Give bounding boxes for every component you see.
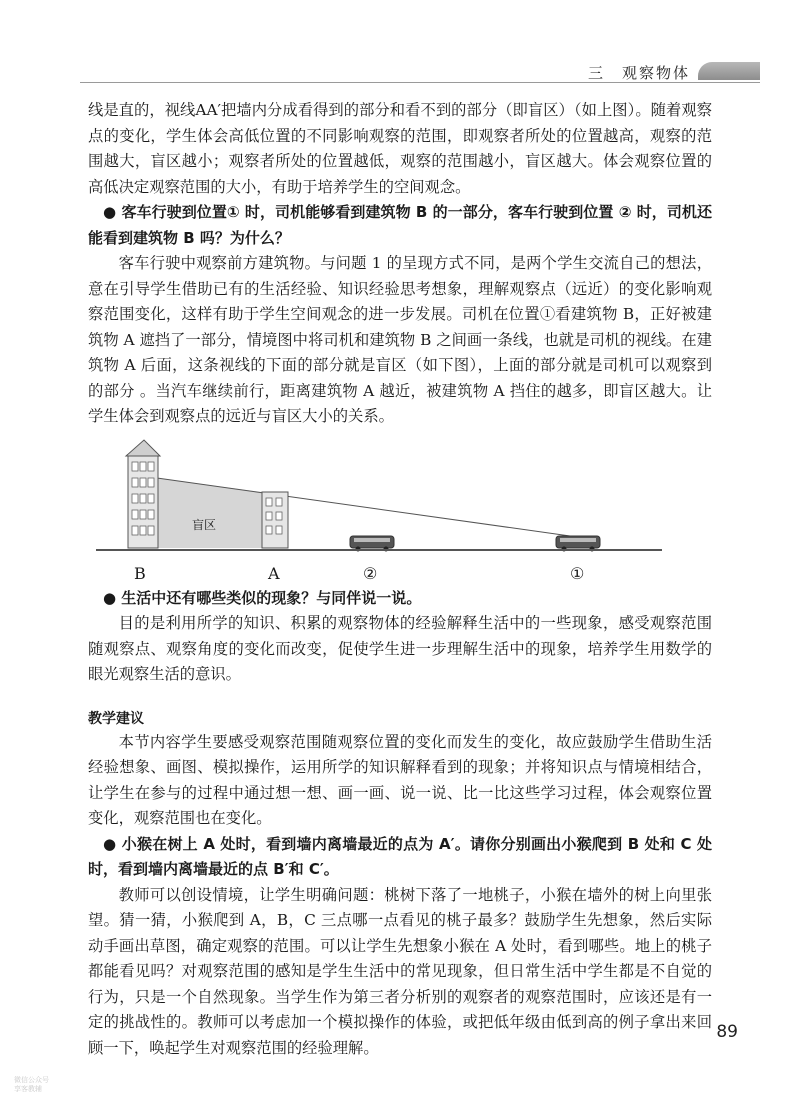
- building-b: [126, 440, 160, 548]
- label-building-a: A: [268, 563, 280, 583]
- blind-zone-diagram: [82, 436, 706, 586]
- header-rule: [80, 82, 760, 83]
- paragraph-intro: 线是直的，视线AA′把墙内分成看得到的部分和看不到的部分（即盲区）（如上图）。随着观察点的变化，学生体会高低位置的不同影响观察的范围，即观察者所处的位置越高，观察的范围越大，盲区越小；观察者所处的位置越低，观察的范围越小，盲区越大。体会观察位置的高低决定观察范围的大小，有助于培养学生的空间观念。: [88, 101, 712, 196]
- blind-zone-label: 盲区: [192, 517, 217, 532]
- paragraph-bus-explanation: 客车行驶中观察前方建筑物。与问题 1 的呈现方式不同，是两个学生交流自己的想法，意在引导学生借助已有的生活经验、知识经验思考想象，理解观察点（远近）的变化影响观察范围变化，这样有助于学生空间观念的进一步发展。司机在位置①看建筑物 B，正好被建筑物 A 遮挡了一部分，情境图中将司机和建筑物 B 之间画一条线，也就是司机的视线。在建筑物 A 后面，这条视线的下面的部分就是盲区（如下图），上面的部分就是司机可以观察到的部分 。当汽车继续前行，距离建筑物 A 越近，被建筑物 A 挡住的越多，即盲区越大。让学生体会到观察点的远近与盲区大小的关系。: [88, 254, 712, 425]
- section-heading-teaching-suggestions: 教学建议: [88, 710, 144, 727]
- question-similar-phenomena: ● 生活中还有哪些类似的现象？与同伴说一说。: [103, 588, 422, 607]
- label-building-b: B: [134, 563, 146, 583]
- paragraph-monkey-explanation: 教师可以创设情境，让学生明确问题：桃树下落了一地桃子，小猴在墙外的树上向里张望。猜一猜，小猴爬到 A，B，C 三点哪一点看见的桃子最多？鼓励学生先想象，然后实际动手画出草图，确定观察的范围。可以让学生先想象小猴在 A 处时，看到哪些。地上的桃子都能看见吗？对观察范围的感知是学生生活中的常见现象，但日常生活中学生都是不自觉的行为，只是一个自然现象。当学生作为第三者分析别的观察者的观察范围时，应该还是有一定的挑战性的。教师可以考虑加一个模拟操作的体验，或把低年级由低到高的例子拿出来回顾一下，唤起学生对观察范围的经验理解。: [88, 885, 712, 1057]
- label-position-2: ②: [363, 563, 378, 583]
- watermark: 微信公众号 享客教辅: [14, 1076, 49, 1093]
- page-content: [88, 98, 712, 1061]
- question-bus: ● 客车行驶到位置① 时，司机能够看到建筑物 B 的一部分，客车行驶到位置 ② 时，司机还能看到建筑物 B 吗？为什么？: [88, 203, 712, 247]
- page-header: [0, 56, 800, 90]
- blind-zone-figure: [82, 436, 706, 586]
- paragraph-purpose: 目的是利用所学的知识、积累的观察物体的经验解释生活中的一些现象，感受观察范围随观察点、观察角度的变化而改变，促使学生进一步理解生活中的现象，培养学生用数学的眼光观察生活的意识。: [88, 614, 712, 683]
- label-position-1: ①: [570, 563, 585, 583]
- page-number: 89: [716, 1022, 738, 1042]
- building-a: [262, 492, 288, 548]
- blind-zone-area: [157, 478, 262, 548]
- paragraph-teaching-suggestions: 本节内容学生要感受观察范围随观察位置的变化而发生的变化，故应鼓励学生借助生活经验想象、画图、模拟操作，运用所学的知识解释看到的现象；并将知识点与情境相结合，让学生在参与的过程中通过想一想、画一画、说一说、比一比这些学习过程，体会观察位置变化，观察范围也在变化。: [88, 732, 712, 827]
- question-monkey: ● 小猴在树上 A 处时，看到墙内离墙最近的点为 A′。请你分别画出小猴爬到 B 处和 C 处时，看到墙内离墙最近的点 B′和 C′。: [88, 834, 712, 878]
- chapter-title: 三 观察物体: [587, 64, 690, 82]
- header-tab-decoration: [698, 62, 760, 80]
